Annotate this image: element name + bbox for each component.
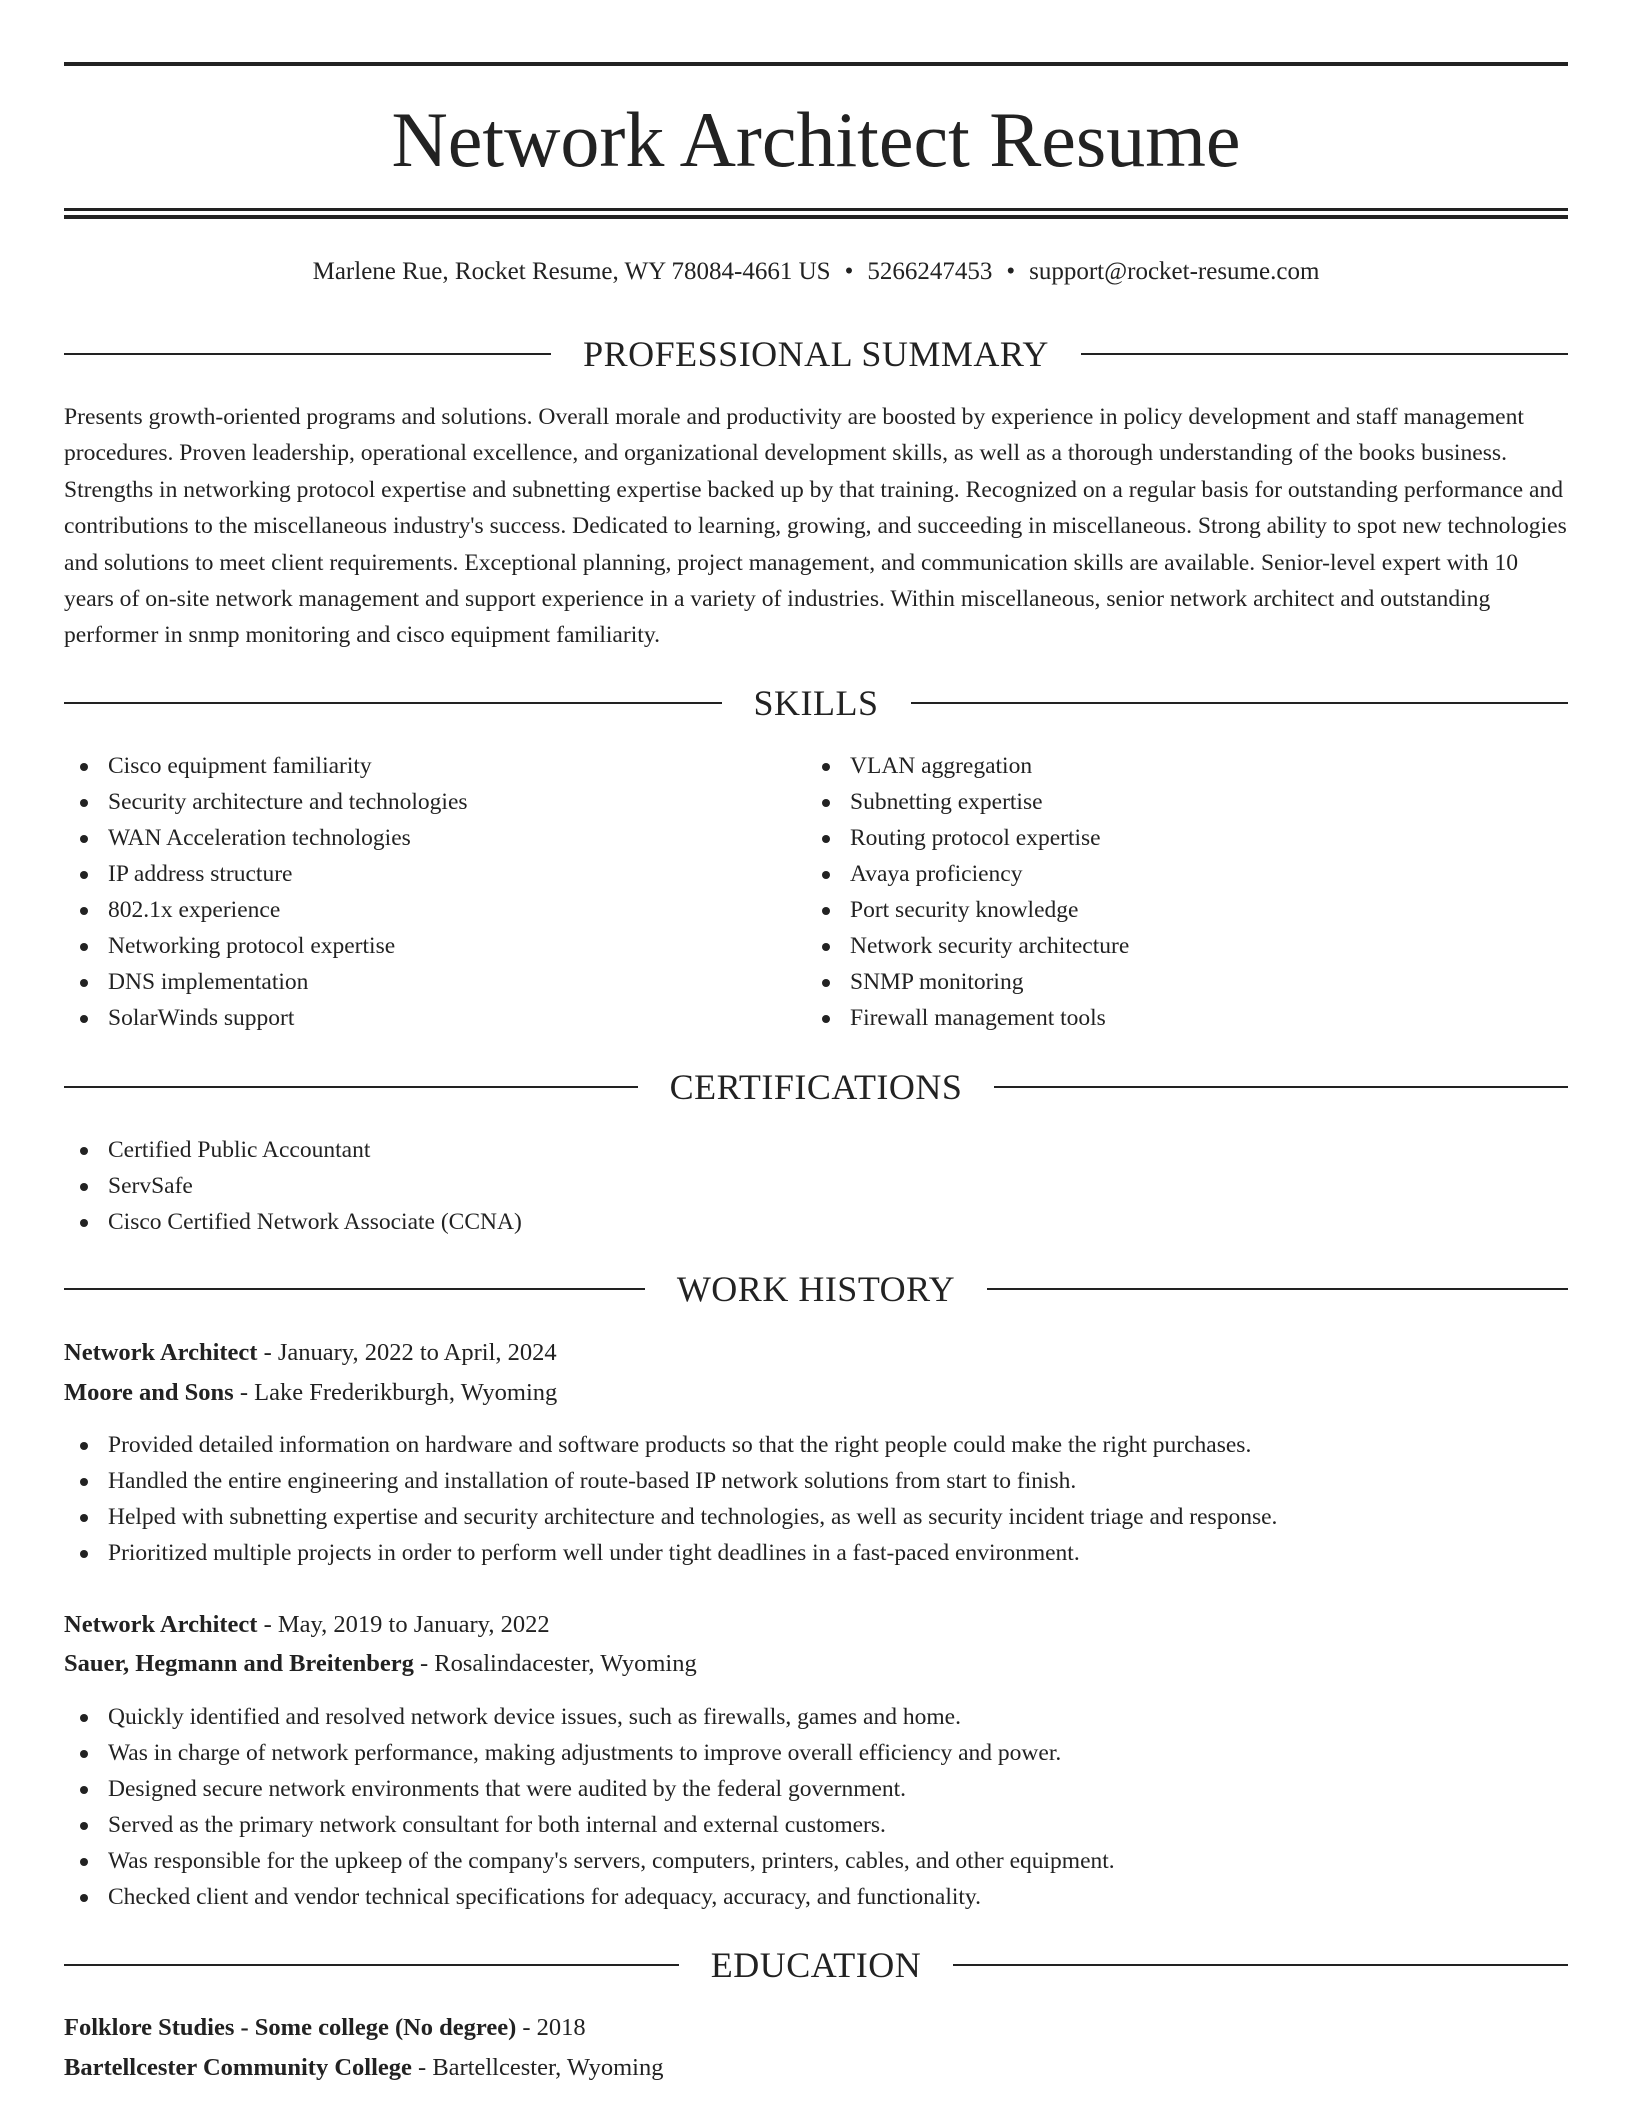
certification-item: ServSafe xyxy=(64,1168,522,1204)
skill-item: IP address structure xyxy=(64,856,468,892)
skill-item: Cisco equipment familiarity xyxy=(64,748,468,784)
heading-rule xyxy=(64,1288,645,1290)
contact-address: Marlene Rue, Rocket Resume, WY 78084-4661 US xyxy=(312,258,831,285)
heading-rule xyxy=(911,702,1569,704)
job-title: Network Architect xyxy=(64,1611,258,1638)
education-heading xyxy=(64,1941,1568,1989)
education-school: Bartellcester Community College xyxy=(64,2054,412,2081)
certifications-heading-label: CERTIFICATIONS xyxy=(669,1067,963,1107)
job-company-line xyxy=(64,1645,697,1683)
job-bullets xyxy=(64,1699,1115,1915)
skill-item: Avaya proficiency xyxy=(806,856,1129,892)
job-bullet: Provided detailed information on hardware and software products so that the right people could make the right purchases. xyxy=(64,1427,1277,1463)
job-title-line xyxy=(64,1606,550,1644)
skills-list-right xyxy=(806,748,1129,1036)
heading-rule xyxy=(64,1964,679,1966)
skill-item: Routing protocol expertise xyxy=(806,820,1129,856)
skill-item: SolarWinds support xyxy=(64,1000,468,1036)
education-year: - 2018 xyxy=(516,2014,586,2041)
certification-item: Cisco Certified Network Associate (CCNA) xyxy=(64,1204,522,1240)
job-bullet: Was in charge of network performance, making adjustments to improve overall efficiency and power. xyxy=(64,1735,1115,1771)
job-bullet: Prioritized multiple projects in order to perform well under tight deadlines in a fast-paced environment. xyxy=(64,1535,1277,1571)
page-title: Network Architect Resume xyxy=(391,96,1241,183)
summary-heading-label: PROFESSIONAL SUMMARY xyxy=(583,334,1049,374)
job-bullets xyxy=(64,1427,1277,1571)
top-rule xyxy=(64,62,1568,66)
skill-item: 802.1x experience xyxy=(64,892,468,928)
job-title: Network Architect xyxy=(64,1339,258,1366)
summary-heading xyxy=(64,330,1568,378)
job-company-line xyxy=(64,1374,557,1412)
skill-item: Port security knowledge xyxy=(806,892,1129,928)
job-company: Moore and Sons xyxy=(64,1379,234,1406)
job-bullet: Checked client and vendor technical specifications for adequacy, accuracy, and functionality. xyxy=(64,1879,1115,1915)
skill-item: Subnetting expertise xyxy=(806,784,1129,820)
certification-item: Certified Public Accountant xyxy=(64,1132,522,1168)
heading-rule xyxy=(1081,353,1568,355)
summary-text: Presents growth-oriented programs and solutions. Overall morale and productivity are boosted by experience in policy development and staff management procedures. Proven leadership, operational excellence, and organizational development skills, as well as a thorough understanding of the books business. Strengths in networking protocol expertise and subnetting expertise backed up by that training. Recognized on a regular basis for outstanding performance and contributions to the miscellaneous industry's success. Dedicated to learning, growing, and succeeding in miscellaneous. Strong ability to spot new technologies and solutions to meet client requirements. Exceptional planning, project management, and communication skills are available. Senior-level expert with 10 years of on-site network management and support experience in a variety of industries. Within miscellaneous, senior network architect and outstanding performer in snmp monitoring and cisco equipment familiarity. xyxy=(64,404,1567,649)
education-heading-label: EDUCATION xyxy=(710,1945,922,1985)
education-location: - Bartellcester, Wyoming xyxy=(411,2054,664,2081)
contact-separator: • xyxy=(1006,258,1016,285)
contact-separator: • xyxy=(844,258,854,285)
heading-rule xyxy=(987,1288,1568,1290)
job-location: - Rosalindacester, Wyoming xyxy=(413,1650,697,1677)
heading-rule xyxy=(64,702,722,704)
job-company: Sauer, Hegmann and Breitenberg xyxy=(64,1650,414,1677)
job-bullet: Quickly identified and resolved network device issues, such as firewalls, games and home. xyxy=(64,1699,1115,1735)
skill-item: SNMP monitoring xyxy=(806,964,1129,1000)
work-history-heading xyxy=(64,1265,1568,1313)
job-dates: - January, 2022 to April, 2024 xyxy=(257,1339,557,1366)
skills-heading xyxy=(64,679,1568,727)
job-bullet: Helped with subnetting expertise and security architecture and technologies, as well as security incident triage and response. xyxy=(64,1499,1277,1535)
heading-rule xyxy=(953,1964,1568,1966)
skills-heading-label: SKILLS xyxy=(753,683,879,723)
education-degree-line xyxy=(64,2009,586,2047)
contact-email: support@rocket-resume.com xyxy=(1029,258,1320,285)
certifications-heading xyxy=(64,1063,1568,1111)
work-history-heading-label: WORK HISTORY xyxy=(676,1269,956,1309)
skills-list-left xyxy=(64,748,468,1036)
heading-rule xyxy=(994,1086,1568,1088)
certifications-list xyxy=(64,1132,522,1240)
title-double-rule xyxy=(64,208,1568,219)
education-school-line xyxy=(64,2049,663,2087)
skill-item: DNS implementation xyxy=(64,964,468,1000)
job-location: - Lake Frederikburgh, Wyoming xyxy=(233,1379,558,1406)
job-bullet: Designed secure network environments that were audited by the federal government. xyxy=(64,1771,1115,1807)
job-bullet: Handled the entire engineering and installation of route-based IP network solutions from start to finish. xyxy=(64,1463,1277,1499)
skill-item: Networking protocol expertise xyxy=(64,928,468,964)
heading-rule xyxy=(64,1086,638,1088)
skill-item: Security architecture and technologies xyxy=(64,784,468,820)
skill-item: Firewall management tools xyxy=(806,1000,1129,1036)
job-bullet: Was responsible for the upkeep of the company's servers, computers, printers, cables, and other equipment. xyxy=(64,1843,1115,1879)
skill-item: Network security architecture xyxy=(806,928,1129,964)
skill-item: VLAN aggregation xyxy=(806,748,1129,784)
job-bullet: Served as the primary network consultant for both internal and external customers. xyxy=(64,1807,1115,1843)
heading-rule xyxy=(64,353,551,355)
contact-phone: 5266247453 xyxy=(867,258,993,285)
job-title-line xyxy=(64,1334,557,1372)
skill-item: WAN Acceleration technologies xyxy=(64,820,468,856)
education-degree: Folklore Studies - Some college (No degree) xyxy=(64,2014,517,2041)
contact-line xyxy=(64,252,1568,292)
job-dates: - May, 2019 to January, 2022 xyxy=(257,1611,550,1638)
